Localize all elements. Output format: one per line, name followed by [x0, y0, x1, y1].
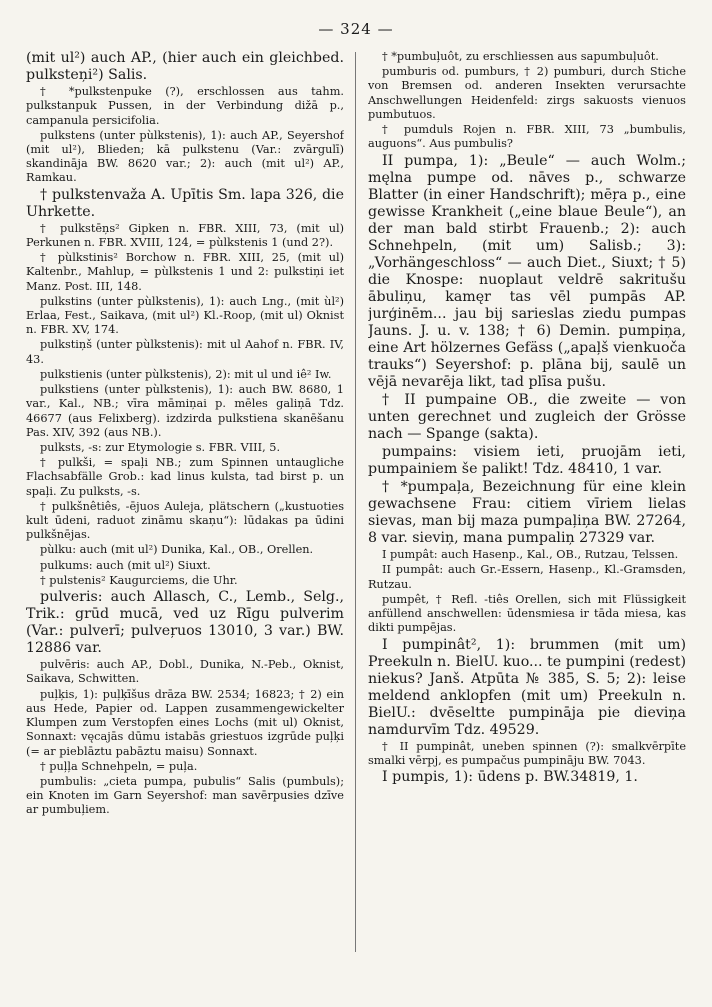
dictionary-entry: pumburis od. pumburs, † 2) pumburi, durch Stiche von Bremsen od. anderen Insekten verursachte Anschwellungen Heidenfeld: zirgs sakuosts vienuos pumbutuos.	[368, 65, 686, 121]
dictionary-entry: † *pulkstenpuke (?), erschlossen aus tahm. pulkstanpuk Pussen, in der Verbindung dižā p., campanula persicifolia.	[26, 85, 344, 127]
dictionary-entry: pulkstienis (unter pùlkstenis), 2): mit ul und iê² Iw.	[40, 367, 332, 381]
dictionary-entry: † pulkstenvaža A. Upītis Sm. lapa 326, die Uhrkette.	[26, 186, 344, 220]
dictionary-entry: † pulkstēņs² Gipken n. FBR. XIII, 73, (mit ul) Perkunen n. FBR. XVIII, 124, = pùlkstenis 1 (und 2?).	[26, 221, 344, 249]
dictionary-entry: puļķis, 1): puļķīšus drāza BW. 2534; 16823; † 2) ein aus Hede, Papier od. Lappen zusammengewickelter Klumpen zum Verstopfen eines Lochs (mit ul) Oknist, Sonnaxt: vęcajās dūmu istabās griestuos izgrūde puļķi (= ar pieblāztu pabāztu maisu) Sonnaxt.	[26, 687, 344, 758]
right-column	[368, 50, 686, 1000]
dictionary-entry: † pùlkstinis² Borchow n. FBR. XIII, 25, (mit ul) Kaltenbr., Mahlup, = pùlkstenis 1 und 2: pulkstiņi iet Manz. Post. III, 148.	[26, 251, 344, 293]
dictionary-entry: II pumpa, 1): „Beule“ — auch Wolm.; męlna pumpe od. nāves p., schwarze Blatter (in einer Handschrift); mēŗa p., eine gewisse Krankheit („eine blaue Beule“), an der man bald stirbt Frauenb.; 2): auch Schnehpeln, (mit um) Salisb.; 3): „Vorhängeschloss“ — auch Diet., Siuxt; † 5) die Knospe: nuoplaut veldrē sakritušu ābuliņu, kamęr tas vēl pumpās AP. jurģinēm... jau bij sarieslas ziedu pumpas Jauns. J. u. v. 138; † 6) Demin. pumpiņa, eine Art hölzernes Gefäss („apaļš vienkuoča trauks“) Seyershof: p. plāna bij, saulē un vējā nevarēja likt, tad plīsa pušu.	[368, 152, 686, 390]
dictionary-entry: pumpêt, † Refl. -tiês Orellen, sich mit Flüssigkeit anfüllend anschwellen: ūdensmiesa ir tāda miesa, kas dikti pumpējas.	[368, 592, 686, 635]
dictionary-entry: pumpains: visiem ieti, pruojām ieti, pumpainiem še palikt! Tdz. 48410, 1 var.	[368, 444, 686, 478]
dictionary-entry: I pumpinât², 1): brummen (mit um) Preekuln n. BielU. kuo... te pumpini (redest) niekus? Janš. Atpūta № 385, S. 5; 2): leise meldend anklopfen (mit um) Preekuln n. BielU.: dvēseltte pumpināja pie dieviņa namdurvīm Tdz. 49529.	[368, 636, 686, 738]
dictionary-entry: pulkstiņš (unter pùlkstenis): mit ul Aahof n. FBR. IV, 43.	[26, 338, 344, 366]
dictionary-entry: pulkstiens (unter pùlkstenis), 1): auch BW. 8680, 1 var., Kal., NB.; vīra māmiņai p. mēles galiņā Tdz. 46677 (aus Felixberg). izdzirda pulkstiena skanēšanu Pas. XIV, 392 (aus NB.).	[26, 383, 344, 439]
dictionary-entry: II pumpât: auch Gr.-Essern, Hasenp., Kl.-Gramsden, Rutzau.	[368, 563, 686, 591]
column-divider	[355, 52, 356, 952]
dictionary-entry: † *pumbuļuôt, zu erschliessen aus sapumbuļuôt.	[382, 50, 659, 63]
dictionary-entry: † pulkši, = spaļi NB.; zum Spinnen untaugliche Flachsabfälle Grob.: kad linus kulsta, tad birst p. un spaļi. Zu pulksts, -s.	[26, 456, 344, 498]
dictionary-entry: † pumduls Rojen n. FBR. XIII, 73 „bumbulis, auguons“. Aus pumbulis?	[368, 123, 686, 151]
dictionary-entry: † II pumpinât, uneben spinnen (?): smalkvērpīte smalki vērpj, es pumpačus pumpināju BW. 7043.	[368, 739, 686, 767]
page-number: — 324 —	[318, 20, 394, 38]
dictionary-entry: (mit ul²) auch AP., (hier auch ein gleichbed. pulksteņi²) Salis.	[26, 50, 344, 84]
dictionary-entry: † puļļa Schnehpeln, = puļa.	[40, 759, 198, 773]
dictionary-entry: † pulstenis² Kaugurciems, die Uhr.	[40, 573, 238, 587]
dictionary-entry: I pumpât: auch Hasenp., Kal., OB., Rutzau, Telssen.	[382, 548, 679, 562]
dictionary-entry: pulkstens (unter pùlkstenis), 1): auch AP., Seyershof (mit ul²), Blieden; kā pulkstenu (Var.: zvārgulī) skandināja BW. 8620 var.; 2): auch (mit ul²) AP., Ramkau.	[26, 128, 344, 185]
dictionary-entry: pulveris: auch Allasch, C., Lemb., Selg., Trik.: grūd mucā, ved uz Rīgu pulverim (Var.: pulverī; pulveŗuos 13010, 3 var.) BW. 12886 var.	[26, 589, 344, 657]
dictionary-entry: pulksts, -s: zur Etymologie s. FBR. VIII, 5.	[40, 440, 281, 454]
dictionary-entry: † *pumpaļa, Bezeichnung für eine klein gewachsene Frau: citiem vīriem lielas sievas, man bij maza pumpaļiņa BW. 27264, 8 var. sieviņ, mana pumpaliņ 27329 var.	[368, 479, 686, 547]
dictionary-entry: pumbulis: „cieta pumpa, pubulis“ Salis (pumbuls); ein Knoten im Garn Seyershof: man savērpusies dzīve ar pumbuļiem.	[26, 775, 344, 817]
dictionary-entry: pulkstins (unter pùlkstenis), 1): auch Lng., (mit ùl²) Erlaa, Fest., Saikava, (mit ul²) Kl.-Roop, (mit ul) Oknist n. FBR. XV, 174.	[26, 294, 344, 337]
left-column	[26, 50, 344, 1000]
dictionary-entry: I pumpis, 1): ūdens p. BW.34819, 1.	[382, 769, 638, 786]
dictionary-entry: pulvēris: auch AP., Dobl., Dunika, N.-Peb., Oknist, Saikava, Schwitten.	[26, 658, 344, 686]
dictionary-entry: pùlku: auch (mit ul²) Dunika, Kal., OB., Orellen.	[40, 543, 314, 557]
dictionary-entry: † II pumpaine OB., die zweite — von unten gerechnet und zugleich der Grösse nach — Spange (sakta).	[368, 391, 686, 443]
dictionary-entry: pulkums: auch (mit ul²) Siuxt.	[40, 558, 211, 572]
dictionary-entry: † pulkšnêtiês, -ējuos Auleja, plätschern („kustuoties kult ūdeni, raduot zināmu skaņu“): lūdakas pa ūdini pulkšnējas.	[26, 499, 344, 542]
